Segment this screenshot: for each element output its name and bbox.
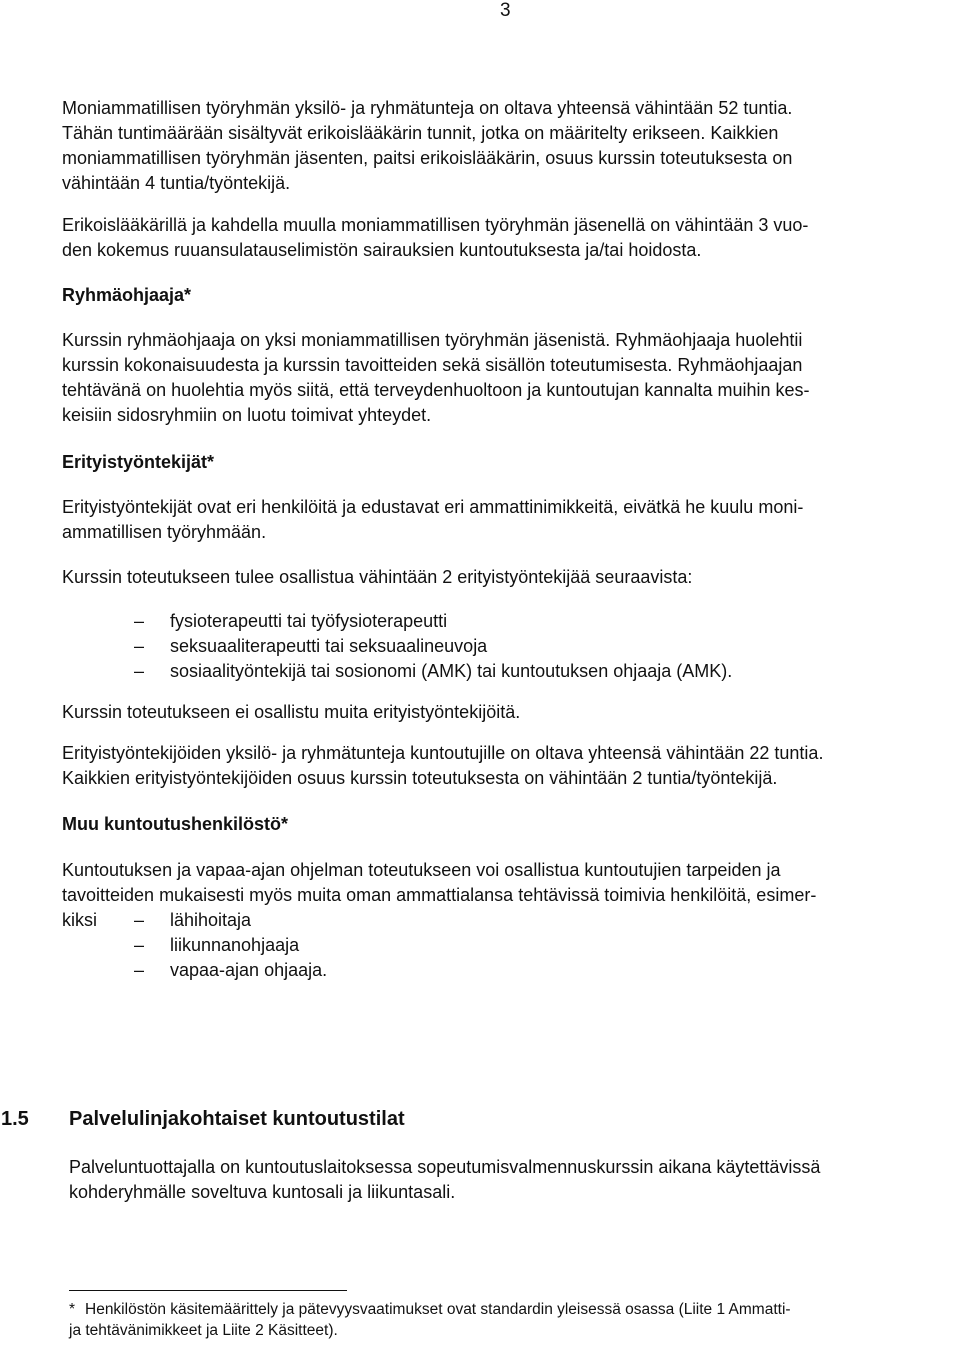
dash-bullet: –	[134, 611, 145, 631]
text-line: keisiin sidosryhmiin on luotu toimivat yhteydet.	[62, 405, 432, 425]
section-number: 1.5	[1, 1108, 29, 1130]
text-line: Kuntoutuksen ja vapaa-ajan ohjelman toteutukseen voi osallistua kuntoutujien tarpeiden ja	[62, 860, 781, 880]
section-paragraph	[69, 1155, 960, 1205]
dash-bullet: –	[134, 935, 145, 955]
paragraph-special-hours	[62, 741, 960, 791]
text-line: kurssin kokonaisuudesta ja kurssin tavoitteiden sekä sisällön toteutumisesta. Ryhmäohjaajan	[62, 355, 803, 375]
text-line: Kaikkien erityistyöntekijöiden osuus kurssin toteutuksesta on vähintään 2 tuntia/työntekijä.	[62, 768, 778, 788]
heading-erityistyontekijat: Erityistyöntekijät*	[62, 452, 215, 472]
paragraph-participation: Kurssin toteutukseen tulee osallistua vähintään 2 erityistyöntekijää seuraavista:	[62, 567, 693, 587]
dash-bullet: –	[134, 636, 145, 656]
text-line: tavoitteiden mukaisesti myös muita oman ammattialansa tehtävissä toimivia henkilöitä, esimer-	[62, 885, 817, 905]
other-staff-list	[62, 908, 960, 983]
text-line: Kurssin ryhmäohjaaja on yksi moniammatillisen työryhmän jäsenistä. Ryhmäohjaaja huolehtii	[62, 330, 803, 350]
text-line: vähintään 4 tuntia/työntekijä.	[62, 173, 291, 193]
list-item: – seksuaaliterapeutti tai seksuaalineuvoja	[62, 634, 960, 659]
text-line: kiksi	[62, 910, 97, 930]
main-content	[62, 96, 960, 983]
paragraph-specialist-experience	[62, 213, 960, 263]
text-line: moniammatillisen työryhmän jäsenten, paitsi erikoislääkärin, osuus kurssin toteutuksesta on	[62, 148, 793, 168]
page-number: 3	[500, 0, 511, 21]
text-line: tehtävänä on huolehtia myös siitä, että terveydenhuoltoon ja kuntoutujan kannalta muihin kes-	[62, 380, 810, 400]
paragraph-no-others: Kurssin toteutukseen ei osallistu muita erityistyöntekijöitä.	[62, 702, 521, 722]
paragraph-special-workers	[62, 495, 960, 545]
text-line: Erityistyöntekijöiden yksilö- ja ryhmätunteja kuntoutujille on oltava yhteensä vähintään 22 tuntia.	[62, 743, 824, 763]
footnote	[69, 1299, 960, 1341]
list-item: – fysioterapeutti tai työfysioterapeutti	[62, 609, 960, 634]
footnote-divider	[69, 1290, 347, 1291]
text-line: * Henkilöstön käsitemäärittely ja pätevyysvaatimukset ovat standardin yleisessä osassa (Liite 1 Ammatti-	[69, 1301, 791, 1318]
text-line: Tähän tuntimäärään sisältyvät erikoislääkärin tunnit, jotka on määritelty erikseen. Kaikkien	[62, 123, 779, 143]
paragraph-team-hours	[62, 96, 960, 196]
text-line: ja tehtävänimikkeet ja Liite 2 Käsitteet).	[69, 1322, 338, 1339]
heading-ryhmaohjaaja: Ryhmäohjaaja*	[62, 285, 192, 305]
list-item: – sosiaalityöntekijä tai sosionomi (AMK) tai kuntoutuksen ohjaaja (AMK).	[62, 659, 960, 684]
text-line: Moniammatillisen työryhmän yksilö- ja ryhmätunteja on oltava yhteensä vähintään 52 tuntia.	[62, 98, 793, 118]
text-line: den kokemus ruuansulatauselimistön sairauksien kuntoutuksesta ja/tai hoidosta.	[62, 240, 702, 260]
special-workers-list	[62, 609, 960, 684]
list-item: – vapaa-ajan ohjaaja.	[62, 958, 960, 983]
footnote-mark: *	[69, 1301, 76, 1318]
dash-bullet: –	[134, 910, 145, 930]
text-line: Erityistyöntekijät ovat eri henkilöitä ja edustavat eri ammattinimikkeitä, eivätkä he kuulu moni-	[62, 497, 804, 517]
dash-bullet: –	[134, 661, 145, 681]
paragraph-group-leader	[62, 328, 960, 428]
list-item: – liikunnanohjaaja	[62, 933, 960, 958]
text-line: Erikoislääkärillä ja kahdella muulla moniammatillisen työryhmän jäsenellä on vähintään 3 vuo-	[62, 215, 809, 235]
text-line: ammatillisen työryhmään.	[62, 522, 267, 542]
list-item: – lähihoitaja	[62, 908, 960, 933]
heading-muu-kuntoutushenkilosto: Muu kuntoutushenkilöstö*	[62, 814, 288, 834]
section-title: Palvelulinjakohtaiset kuntoutustilat	[69, 1108, 405, 1130]
text-line: kohderyhmälle soveltuva kuntosali ja liikuntasali.	[69, 1182, 456, 1202]
dash-bullet: –	[134, 960, 145, 980]
text-line: Palveluntuottajalla on kuntoutuslaitoksessa sopeutumisvalmennuskurssin aikana käytettävissä	[69, 1157, 821, 1177]
